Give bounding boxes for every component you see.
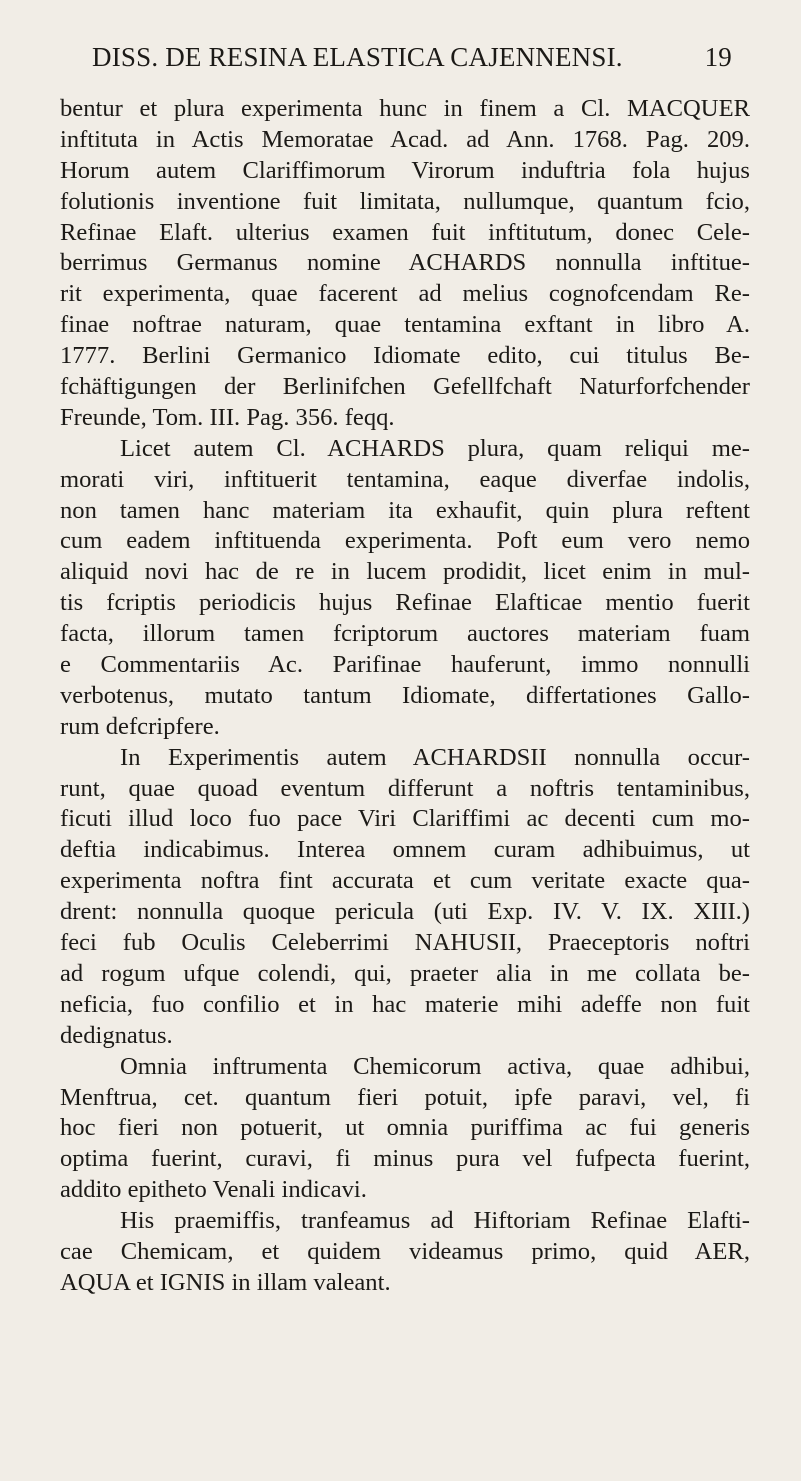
text-line: 1777. Berlini Germanico Idiomate edito, cui titulus Be- [60,342,750,370]
text-line: addito epitheto Venali indicavi. [60,1176,367,1204]
text-line: Refinae Elaft. ulterius examen fuit inftitutum, donec Cele- [60,218,750,246]
text-line: Menftrua, cet. quantum fieri potuit, ipfe paravi, vel, fi [60,1083,750,1111]
text-line: bentur et plura experimenta hunc in finem a Cl. MACQUER [60,95,750,122]
text-line: In Experimentis autem ACHARDSII nonnulla occur- [120,743,750,771]
text-line: His praemiffis, tranfeamus ad Hiftoriam Refinae Elafti- [120,1207,750,1235]
text-line: Freunde, Tom. III. Pag. 356. feqq. [60,403,395,431]
text-line: drent: nonnulla quoque pericula (uti Exp. IV. V. IX. XIII.) [60,898,750,926]
text-line: e Commentariis Ac. Parifinae hauferunt, immo nonnulli [60,651,750,679]
running-header [92,42,732,73]
text-line: AQUA et IGNIS in illam valeant. [60,1268,391,1296]
text-line: feci fub Oculis Celeberrimi NAHUSII, Praeceptoris noftri [60,929,750,957]
text-line: optima fuerint, curavi, fi minus pura vel fufpecta fuerint, [60,1145,750,1173]
text-line: verbotenus, mutato tantum Idiomate, differtationes Gallo- [60,681,750,709]
text-line: dedignatus. [60,1021,173,1049]
text-line: morati viri, inftituerit tentamina, eaque diverfae indolis, [60,465,750,493]
text-line: facta, illorum tamen fcriptorum auctores materiam fuam [60,620,750,648]
text-line: inftituta in Actis Memoratae Acad. ad Ann. 1768. Pag. 209. [60,125,750,153]
page-number: 19 [704,42,732,72]
text-line: folutionis inventione fuit limitata, nullumque, quantum fcio, [60,187,750,215]
running-title: DISS. DE RESINA ELASTICA CAJENNENSI. [92,42,623,72]
text-line: runt, quae quoad eventum differunt a noftris tentaminibus, [60,774,750,802]
text-line: rum defcripfere. [60,712,220,740]
text-line: non tamen hanc materiam ita exhaufit, quin plura reftent [60,496,750,524]
text-line: finae noftrae naturam, quae tentamina exftant in libro A. [60,311,750,339]
text-line: Licet autem Cl. ACHARDS plura, quam reliqui me- [120,434,750,462]
text-line: aliquid novi hac de re in lucem prodidit, licet enim in mul- [60,558,750,586]
text-line: neficia, fuo confilio et in hac materie mihi adeffe non fuit [60,990,750,1018]
text-line: ficuti illud loco fuo pace Viri Clariffimi ac decenti cum mo- [60,805,750,833]
text-line: berrimus Germanus nomine ACHARDS nonnulla inftitue- [60,249,750,277]
text-line: tis fcriptis periodicis hujus Refinae Elafticae mentio fuerit [60,589,750,617]
text-line: cae Chemicam, et quidem videamus primo, quid AER, [60,1237,750,1265]
body-text [60,94,750,1299]
text-line: fchäftigungen der Berlinifchen Gefellfchaft Naturforfchender [60,373,750,401]
text-line: Omnia inftrumenta Chemicorum activa, quae adhibui, [120,1052,750,1080]
text-line: rit experimenta, quae facerent ad melius cognofcendam Re- [60,280,750,308]
text-line: ad rogum ufque colendi, qui, praeter alia in me collata be- [60,959,750,987]
text-line: experimenta noftra fint accurata et cum veritate exacte qua- [60,867,750,895]
text-line: deftia indicabimus. Interea omnem curam adhibuimus, ut [60,836,750,864]
text-line: cum eadem inftituenda experimenta. Poft eum vero nemo [60,527,750,555]
text-line: hoc fieri non potuerit, ut omnia puriffima ac fui generis [60,1114,750,1142]
text-line: Horum autem Clariffimorum Virorum induftria fola hujus [60,156,750,184]
